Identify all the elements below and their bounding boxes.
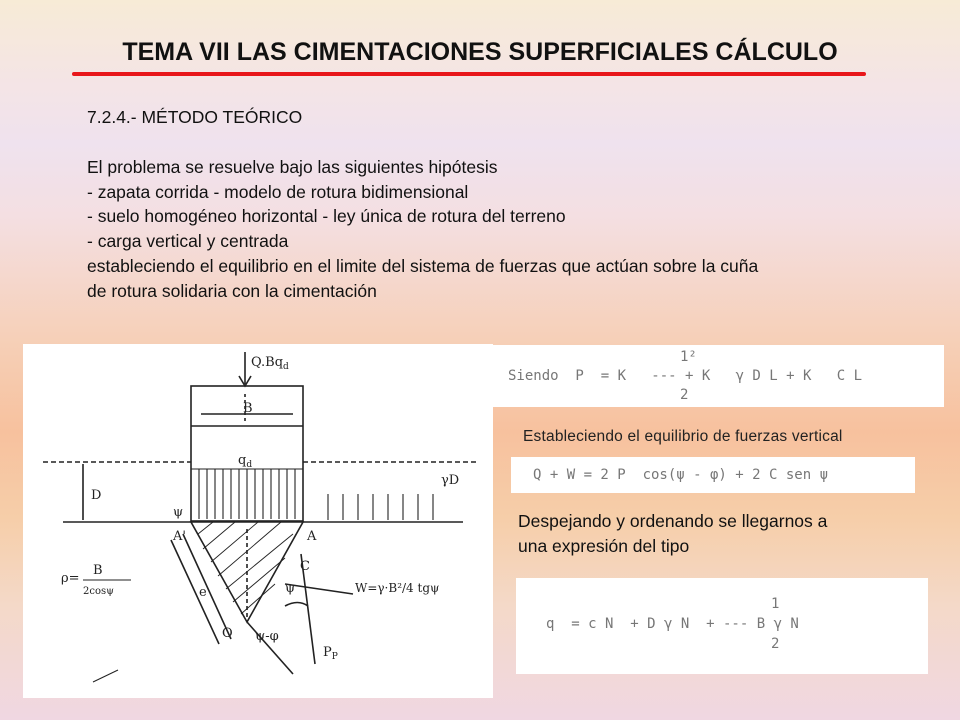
clearing-caption xyxy=(518,509,938,559)
formula-passive-thrust xyxy=(490,345,944,407)
body-text xyxy=(87,105,947,304)
rho-equals-label: ρ= xyxy=(61,571,80,586)
formula2-main: Q + W = 2 P cos(ψ - φ) + 2 C sen ψ xyxy=(533,467,829,483)
width-label: B xyxy=(243,401,253,416)
qd-label: $q_d$ xyxy=(238,453,253,470)
formula1-denominator: 2 xyxy=(680,387,689,403)
psi-right-label: ψ xyxy=(285,581,296,596)
body-line: - zapata corrida - modelo de rotura bidimensional xyxy=(87,181,469,202)
figure-drawing xyxy=(23,344,493,698)
formula1-superscript: 1² xyxy=(680,349,697,365)
clearing-line-2: una expresión del tipo xyxy=(518,536,690,556)
section-subheading: 7.2.4.- MÉTODO TEÓRICO xyxy=(87,107,303,127)
formula-vertical-equilibrium xyxy=(511,457,915,493)
wedge-hatching xyxy=(198,522,296,614)
depth-label: D xyxy=(91,488,102,503)
gammaD-arrows xyxy=(328,494,433,520)
formula-bearing-capacity xyxy=(516,578,928,674)
formula3-numerator: 1 xyxy=(771,596,780,612)
c-label: C xyxy=(300,559,310,574)
body-line: de rotura solidaria con la cimentación xyxy=(87,280,377,301)
body-line: - carga vertical y centrada xyxy=(87,231,289,252)
slide-title: TEMA VII LAS CIMENTACIONES SUPERFICIALES CÁLCULO xyxy=(122,38,838,66)
body-line: - suelo homogéneo horizontal - ley única de rotura del terreno xyxy=(87,206,566,227)
load-label: $Q.Bq_d$ xyxy=(251,355,289,372)
qd-hatching xyxy=(191,469,303,519)
stray-mark xyxy=(93,670,118,682)
w-formula: W=γ·B²/4 tgψ xyxy=(355,581,440,595)
rho-numerator: B xyxy=(93,563,103,578)
pp-label: $P_P$ xyxy=(323,645,338,662)
rho-arm-2 xyxy=(171,540,219,644)
a-prime-label: A' xyxy=(173,529,186,544)
clearing-line-1: Despejando y ordenando se llegarnos a xyxy=(518,511,828,531)
psi-left-label: ψ xyxy=(173,505,184,520)
equilibrium-caption: Estableciendo el equilibrio de fuerzas vertical xyxy=(523,428,843,445)
formula1-main: Siendo P = K --- + K γ D L + K C L xyxy=(508,368,863,384)
psi-phi-label: ψ-φ xyxy=(255,629,279,644)
body-line: El problema se resuelve bajo las siguientes hipótesis xyxy=(87,156,498,177)
rho-denominator: 2cosψ xyxy=(83,586,114,597)
o-label: O xyxy=(222,626,233,641)
e-label: e xyxy=(199,585,207,600)
formula3-main: q = c N + D γ N + --- B γ N xyxy=(546,616,799,632)
failure-wedge-figure xyxy=(23,344,493,698)
psi-arc xyxy=(285,603,308,607)
body-line: estableciendo el equilibrio en el limite del sistema de fuerzas que actúan sobre la cuña xyxy=(87,255,759,276)
a-label: A xyxy=(307,529,317,544)
gammaD-label: γD xyxy=(441,473,460,488)
formula3-denominator: 2 xyxy=(771,636,780,652)
title-underline xyxy=(72,72,866,76)
